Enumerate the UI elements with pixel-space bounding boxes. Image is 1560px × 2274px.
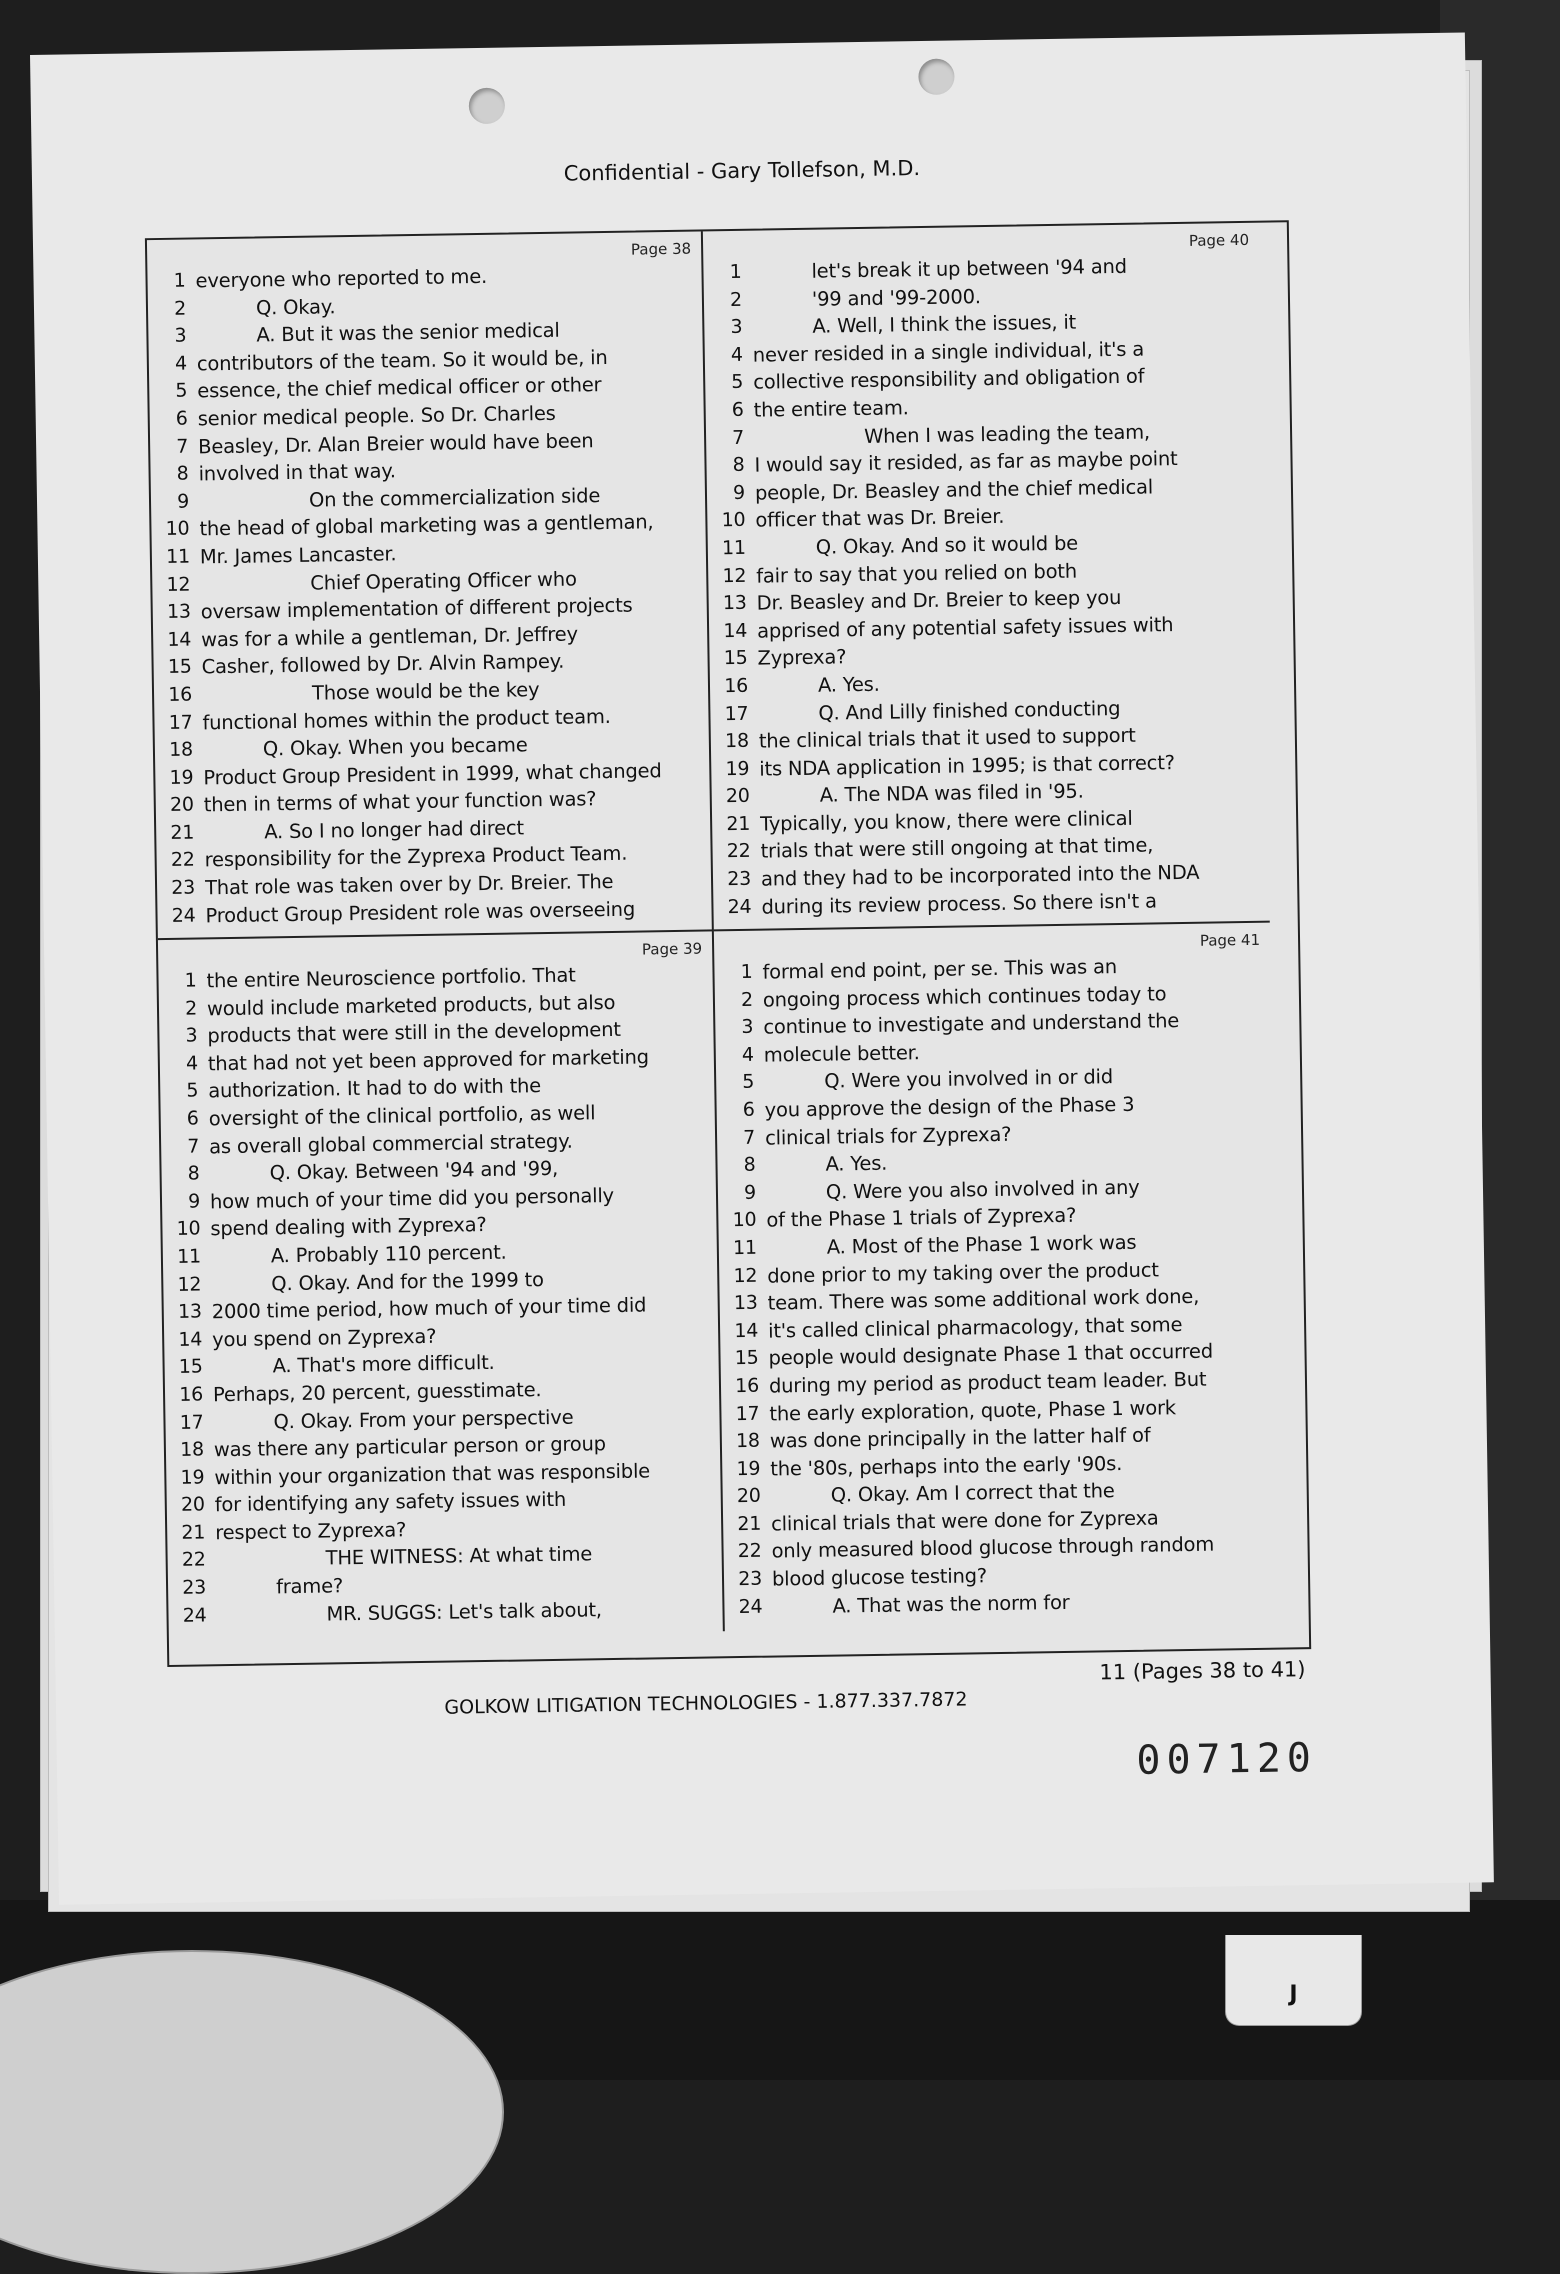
company-footer: GOLKOW LITIGATION TECHNOLOGIES - 1.877.337.7872 xyxy=(444,1688,968,1719)
line-text: Chief Operating Officer who xyxy=(310,567,577,595)
line-text: When I was leading the team, xyxy=(863,420,1151,448)
line-text: during its review process. So there isn't a xyxy=(761,889,1157,919)
line-text: THE WITNESS: At what time xyxy=(325,1542,593,1571)
line-text: '99 and '99-2000. xyxy=(811,284,981,311)
line-text: Q. Were you involved in or did xyxy=(824,1065,1114,1094)
line-text: A. Yes. xyxy=(825,1151,888,1176)
line-text: the early exploration, quote, Phase 1 work xyxy=(769,1395,1177,1426)
line-number: 5 xyxy=(742,1071,755,1094)
line-number: 14 xyxy=(734,1319,759,1342)
line-number: 1 xyxy=(173,269,186,292)
line-text: That role was taken over by Dr. Breier. The xyxy=(204,870,614,900)
line-number: 16 xyxy=(179,1383,204,1406)
line-number: 1 xyxy=(740,960,753,983)
line-text: contributors of the team. So it would be, in xyxy=(196,345,608,376)
line-text: Casher, followed by Dr. Alvin Rampey. xyxy=(201,649,565,679)
line-number: 18 xyxy=(724,729,750,753)
transcript-lines xyxy=(147,261,711,932)
line-number: 5 xyxy=(175,379,188,403)
line-text: how much of your time did you personally xyxy=(209,1183,615,1214)
line-text: Q. Okay. Between '94 and '99, xyxy=(269,1157,559,1185)
line-text: the entire Neuroscience portfolio. That xyxy=(206,963,576,993)
line-number: 11 xyxy=(721,536,747,560)
line-text: Q. Okay. And for the 1999 to xyxy=(271,1267,544,1295)
line-text: Q. Okay. And so it would be xyxy=(815,531,1079,559)
line-text: A. That's more difficult. xyxy=(272,1351,495,1378)
transcript-quadrant xyxy=(714,923,1281,1632)
line-number: 22 xyxy=(726,840,751,863)
line-number: 4 xyxy=(174,352,188,375)
line-number: 12 xyxy=(166,573,191,596)
line-number: 9 xyxy=(743,1181,757,1204)
line-number: 17 xyxy=(724,702,749,725)
line-number: 4 xyxy=(741,1043,754,1066)
line-number: 8 xyxy=(732,453,745,477)
line-number: 16 xyxy=(168,683,193,706)
line-text: Q. Were you also involved in any xyxy=(825,1175,1140,1204)
line-text: its NDA application in 1995; is that correct? xyxy=(759,750,1175,781)
line-text: A. But it was the senior medical xyxy=(256,318,560,347)
line-number: 13 xyxy=(177,1300,202,1323)
line-text: for identifying any safety issues with xyxy=(214,1488,567,1517)
line-text: Zyprexa? xyxy=(757,645,847,670)
line-number: 24 xyxy=(738,1595,763,1618)
line-number: 17 xyxy=(168,711,193,734)
line-number: 13 xyxy=(733,1291,758,1315)
transcript-lines xyxy=(703,253,1269,924)
line-number: 21 xyxy=(726,812,751,836)
line-number: 24 xyxy=(171,904,196,927)
line-number: 17 xyxy=(735,1402,760,1425)
line-text: ongoing process which continues today to xyxy=(762,981,1167,1012)
line-text: formal end point, per se. This was an xyxy=(762,955,1118,984)
line-number: 7 xyxy=(187,1135,200,1158)
line-text: trials that were still ongoing at that time, xyxy=(760,833,1154,864)
line-number: 3 xyxy=(730,316,743,339)
line-text: A. Yes. xyxy=(817,672,880,697)
line-number: 1 xyxy=(184,969,197,992)
punch-hole xyxy=(469,88,506,125)
line-number: 2 xyxy=(729,288,743,311)
line-text: it's called clinical pharmacology, that some xyxy=(767,1312,1183,1343)
line-number: 21 xyxy=(181,1521,206,1544)
line-number: 23 xyxy=(727,867,752,891)
line-number: 2 xyxy=(184,997,198,1020)
line-text: never resided in a single individual, it's a xyxy=(752,337,1145,367)
line-text: authorization. It had to do with the xyxy=(208,1074,542,1103)
line-text: was done principally in the latter half of xyxy=(769,1423,1151,1453)
line-number: 11 xyxy=(176,1245,202,1268)
line-number: 15 xyxy=(178,1355,203,1379)
line-number: 13 xyxy=(166,600,191,624)
line-number: 9 xyxy=(187,1190,201,1213)
line-text: oversight of the clinical portfolio, as well xyxy=(208,1101,596,1131)
line-text: molecule better. xyxy=(763,1040,920,1067)
line-text: as overall global commercial strategy. xyxy=(208,1129,573,1158)
line-text: frame? xyxy=(275,1574,344,1599)
line-text: involved in that way. xyxy=(198,459,396,486)
transcript-lines xyxy=(714,953,1280,1624)
line-number: 21 xyxy=(170,821,195,844)
transcript-grid xyxy=(145,220,1311,1667)
line-number: 6 xyxy=(731,398,744,421)
line-number: 20 xyxy=(169,793,194,817)
line-text: A. Well, I think the issues, it xyxy=(812,310,1077,338)
line-text: 2000 time period, how much of your time did xyxy=(211,1293,647,1324)
line-text: would include marketed products, but also xyxy=(206,990,616,1020)
line-number: 19 xyxy=(725,757,750,780)
line-text: Q. Okay. When you became xyxy=(262,733,528,761)
line-text: blood glucose testing? xyxy=(771,1564,988,1591)
line-number: 15 xyxy=(734,1347,759,1370)
line-text: the '80s, perhaps into the early '90s. xyxy=(770,1451,1123,1481)
line-text: was for a while a gentleman, Dr. Jeffrey xyxy=(201,622,578,652)
line-number: 16 xyxy=(735,1374,760,1397)
line-text: continue to investigate and understand the xyxy=(763,1009,1180,1039)
line-number: 24 xyxy=(727,895,752,918)
line-text: I would say it resided, as far as maybe point xyxy=(754,447,1178,477)
line-number: 12 xyxy=(177,1272,202,1296)
divider-tab xyxy=(1225,1935,1362,2026)
line-text: senior medical people. So Dr. Charles xyxy=(197,401,556,431)
line-text: was there any particular person or group xyxy=(213,1432,607,1462)
line-number: 15 xyxy=(723,647,748,670)
line-number: 10 xyxy=(721,509,746,532)
line-text: A. So I no longer had direct xyxy=(264,816,525,844)
line-text: within your organization that was responsible xyxy=(214,1459,651,1489)
line-number: 16 xyxy=(724,674,749,698)
line-text: Beasley, Dr. Alan Breier would have been xyxy=(197,428,594,458)
line-text: Q. Okay. Am I correct that the xyxy=(830,1479,1115,1507)
line-number: 8 xyxy=(176,462,189,485)
line-number: 19 xyxy=(180,1466,205,1489)
line-text: A. Probably 110 percent. xyxy=(270,1240,507,1268)
line-text: Q. And Lilly finished conducting xyxy=(818,696,1121,725)
line-text: Dr. Beasley and Dr. Breier to keep you xyxy=(756,586,1122,615)
line-text: products that were still in the development xyxy=(207,1018,621,1048)
line-text: A. That was the norm for xyxy=(832,1590,1070,1618)
line-number: 15 xyxy=(167,655,192,679)
line-text: that had not yet been approved for marketing xyxy=(207,1045,650,1076)
line-number: 14 xyxy=(167,628,192,651)
line-number: 22 xyxy=(737,1540,762,1563)
line-text: let's break it up between '94 and xyxy=(811,254,1128,283)
line-number: 20 xyxy=(180,1493,205,1517)
line-text: Those would be the key xyxy=(311,677,540,705)
line-text: and they had to be incorporated into the NDA xyxy=(760,860,1200,891)
line-number: 2 xyxy=(173,297,187,320)
line-number: 8 xyxy=(743,1153,756,1177)
transcript-quadrant xyxy=(147,231,714,940)
line-text: spend dealing with Zyprexa? xyxy=(210,1213,487,1241)
line-text: Typically, you know, there were clinical xyxy=(759,806,1133,836)
line-text: then in terms of what your function was? xyxy=(203,787,597,817)
line-text: Product Group President in 1999, what changed xyxy=(203,758,662,790)
transcript-quadrant xyxy=(703,223,1270,932)
line-number: 7 xyxy=(732,426,745,449)
line-text: during my period as product team leader. But xyxy=(768,1367,1207,1398)
line-text: everyone who reported to me. xyxy=(195,264,488,293)
transcript-quadrant xyxy=(158,931,725,1640)
line-number: 6 xyxy=(186,1107,199,1130)
line-number: 21 xyxy=(737,1512,762,1535)
line-number: 23 xyxy=(182,1576,207,1599)
page-number-label: Page 41 xyxy=(1199,930,1261,950)
line-number: 17 xyxy=(179,1410,204,1434)
line-number: 20 xyxy=(725,785,750,808)
line-number: 12 xyxy=(733,1264,758,1287)
tab-letter: J xyxy=(1289,1982,1298,2007)
line-number: 23 xyxy=(738,1567,763,1591)
line-text: A. The NDA was filed in '95. xyxy=(819,779,1084,807)
line-text: team. There was some additional work done, xyxy=(767,1284,1200,1315)
line-text: you approve the design of the Phase 3 xyxy=(764,1092,1135,1122)
line-number: 9 xyxy=(732,481,746,504)
line-text: people would designate Phase 1 that occurred xyxy=(768,1339,1214,1370)
line-number: 8 xyxy=(187,1162,200,1185)
line-text: collective responsibility and obligation of xyxy=(753,364,1145,395)
line-number: 3 xyxy=(741,1015,754,1039)
line-number: 24 xyxy=(182,1604,207,1627)
line-text: MR. SUGGS: Let's talk about, xyxy=(326,1597,603,1626)
line-text: Mr. James Lancaster. xyxy=(199,542,397,569)
transcript-lines xyxy=(158,961,722,1632)
line-text: oversaw implementation of different projects xyxy=(200,593,633,624)
line-text: only measured blood glucose through random xyxy=(771,1533,1215,1564)
line-text: functional homes within the product team. xyxy=(202,704,611,734)
line-number: 14 xyxy=(178,1328,203,1351)
line-text: people, Dr. Beasley and the chief medical xyxy=(754,475,1154,505)
line-number: 11 xyxy=(732,1236,757,1260)
line-text: Q. Okay. From your perspective xyxy=(273,1405,574,1433)
line-text: Product Group President role was overseeing xyxy=(205,897,636,928)
line-number: 22 xyxy=(170,848,195,872)
line-number: 2 xyxy=(740,988,754,1011)
line-number: 7 xyxy=(176,435,189,458)
line-number: 10 xyxy=(165,517,190,541)
line-number: 18 xyxy=(735,1429,761,1453)
line-number: 19 xyxy=(169,766,194,789)
line-number: 12 xyxy=(722,564,747,587)
line-number: 3 xyxy=(174,324,187,347)
page-number-label: Page 40 xyxy=(1188,230,1250,250)
line-number: 5 xyxy=(186,1079,199,1103)
line-number: 3 xyxy=(185,1024,198,1047)
line-text: fair to say that you relied on both xyxy=(756,559,1078,588)
page-number-label: Page 39 xyxy=(641,939,703,959)
page-number-label: Page 38 xyxy=(630,239,692,259)
line-number: 22 xyxy=(181,1548,206,1572)
line-number: 4 xyxy=(730,343,743,366)
page-header: Confidential - Gary Tollefson, M.D. xyxy=(563,156,921,186)
line-text: clinical trials for Zyprexa? xyxy=(764,1122,1012,1150)
line-number: 10 xyxy=(732,1209,757,1232)
line-text: officer that was Dr. Breier. xyxy=(755,505,1005,533)
line-text: Perhaps, 20 percent, guesstimate. xyxy=(212,1378,542,1407)
page-range: 11 (Pages 38 to 41) xyxy=(1099,1657,1306,1685)
line-number: 7 xyxy=(743,1126,756,1149)
bates-number: 007120 xyxy=(1136,1734,1318,1784)
line-text: apprised of any potential safety issues with xyxy=(756,612,1174,643)
transcript-page xyxy=(30,32,1494,1904)
line-number: 19 xyxy=(736,1457,761,1480)
line-text: responsibility for the Zyprexa Product Team. xyxy=(204,842,628,872)
line-number: 20 xyxy=(736,1484,761,1508)
line-text: of the Phase 1 trials of Zyprexa? xyxy=(766,1204,1077,1232)
line-text: the clinical trials that it used to support xyxy=(758,723,1136,753)
line-text: the entire team. xyxy=(753,396,909,422)
line-text: respect to Zyprexa? xyxy=(215,1518,407,1545)
line-text: clinical trials that were done for Zyprexa xyxy=(770,1506,1159,1536)
line-text: done prior to my taking over the product xyxy=(767,1257,1159,1288)
line-text: On the commercialization side xyxy=(308,483,601,512)
line-number: 6 xyxy=(175,407,188,430)
line-number: 14 xyxy=(723,619,748,642)
line-text: you spend on Zyprexa? xyxy=(212,1324,437,1352)
line-number: 10 xyxy=(176,1217,201,1241)
line-number: 11 xyxy=(165,545,191,568)
line-number: 13 xyxy=(722,591,747,615)
line-number: 18 xyxy=(179,1438,205,1461)
line-text: essence, the chief medical officer or other xyxy=(197,373,602,403)
punch-hole xyxy=(918,58,955,95)
line-number: 18 xyxy=(168,738,194,761)
line-number: 5 xyxy=(731,371,744,394)
line-text: the head of global marketing was a gentleman, xyxy=(199,510,654,541)
line-text: A. Most of the Phase 1 work was xyxy=(826,1230,1137,1259)
line-number: 1 xyxy=(729,260,742,284)
line-number: 4 xyxy=(185,1052,199,1075)
line-number: 9 xyxy=(176,490,190,513)
line-text: Q. Okay. xyxy=(255,294,336,320)
line-number: 6 xyxy=(742,1098,755,1121)
line-number: 23 xyxy=(171,876,196,899)
